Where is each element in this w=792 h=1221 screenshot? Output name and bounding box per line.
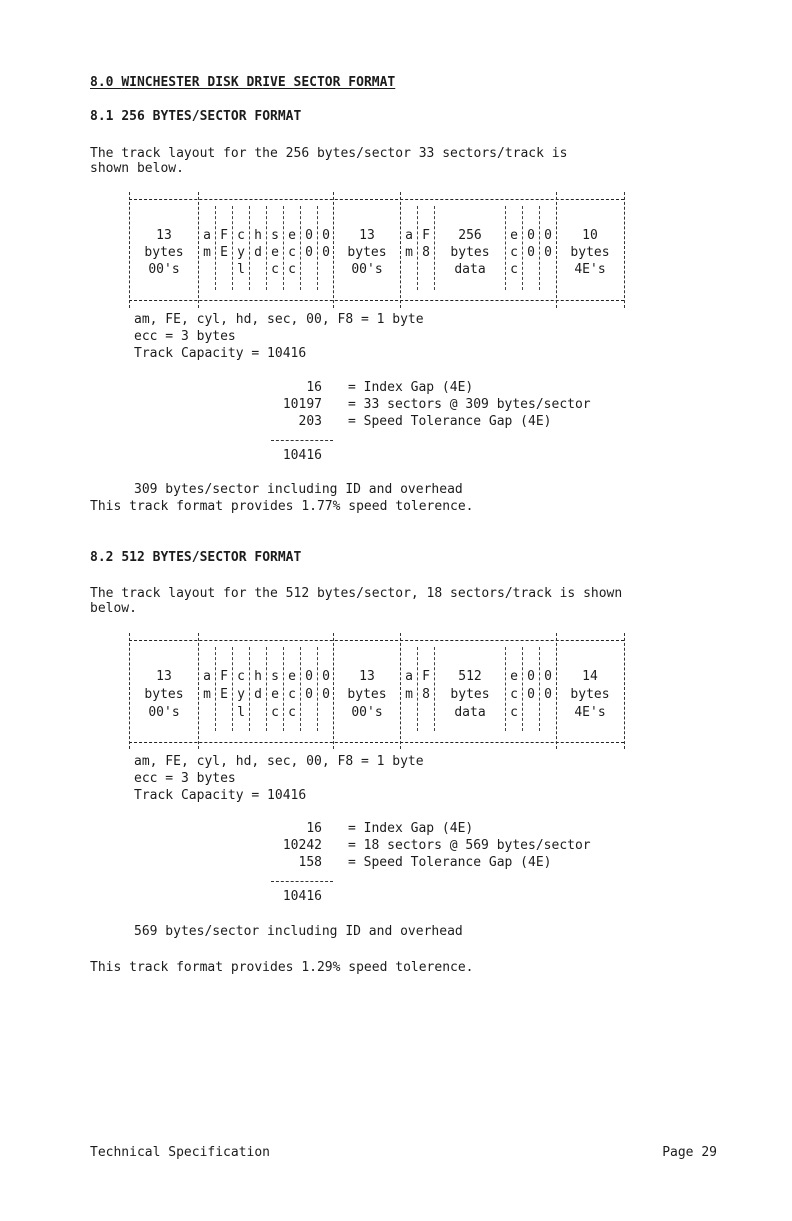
data-unit: bytes — [450, 687, 490, 702]
capacity-desc: = Speed Tolerance Gap (4E) — [348, 414, 552, 429]
intro-text: shown below. — [90, 161, 184, 176]
data-label: data — [454, 262, 486, 277]
ecc-letter: c — [510, 262, 518, 277]
id-letter: e — [288, 228, 296, 243]
mark-letter: 8 — [422, 687, 430, 702]
id-letter: c — [237, 228, 245, 243]
gap-fill: 4E's — [574, 262, 606, 277]
diagram-bottom-border — [129, 300, 624, 301]
id-letter: m — [203, 245, 211, 260]
capacity-value: 158 — [298, 855, 322, 870]
id-letter: c — [237, 669, 245, 684]
footer-title: Technical Specification — [90, 1145, 271, 1160]
subsection-title: 512 BYTES/SECTOR FORMAT — [121, 550, 302, 565]
ecc-letter: 0 — [544, 245, 552, 260]
subsection-number: 8.1 — [90, 109, 114, 124]
ecc-letter: 0 — [544, 687, 552, 702]
ecc-letter: c — [510, 687, 518, 702]
data-unit: bytes — [450, 245, 490, 260]
note-line: ecc = 3 bytes — [134, 329, 236, 344]
mark-letter: a — [405, 669, 413, 684]
gap-count: 13 — [156, 228, 172, 243]
id-letter: c — [288, 687, 296, 702]
id-letter: c — [271, 262, 279, 277]
data-count: 512 — [458, 669, 482, 684]
ecc-letter: 0 — [544, 228, 552, 243]
section-title: WINCHESTER DISK DRIVE SECTOR FORMAT — [121, 75, 396, 90]
gap-unit: bytes — [347, 245, 387, 260]
id-letter: 0 — [305, 228, 313, 243]
diagram-bottom-border — [129, 742, 624, 743]
mark-letter: F — [422, 669, 430, 684]
summary-line: This track format provides 1.29% speed tolerence. — [90, 960, 474, 975]
id-letter: E — [220, 245, 228, 260]
id-letter: 0 — [305, 669, 313, 684]
mark-letter: m — [405, 245, 413, 260]
capacity-desc: = Index Gap (4E) — [348, 380, 474, 395]
sum-rule — [271, 440, 333, 441]
id-letter: a — [203, 228, 211, 243]
id-letter: l — [237, 262, 245, 277]
diagram-divider — [624, 633, 625, 749]
id-letter: e — [271, 687, 279, 702]
id-letter: s — [271, 669, 279, 684]
mark-letter: 8 — [422, 245, 430, 260]
mark-letter: a — [405, 228, 413, 243]
id-letter: h — [254, 669, 262, 684]
gap-unit: bytes — [144, 245, 184, 260]
summary-line: 569 bytes/sector including ID and overhead — [134, 924, 463, 939]
gap-count: 13 — [359, 669, 375, 684]
ecc-letter: e — [510, 669, 518, 684]
capacity-total: 10416 — [282, 448, 322, 463]
id-letter: c — [288, 705, 296, 720]
id-letter: 0 — [322, 245, 330, 260]
gap-fill: 00's — [351, 705, 383, 720]
gap-unit: bytes — [347, 687, 387, 702]
id-letter: m — [203, 687, 211, 702]
subsection-number: 8.2 — [90, 550, 114, 565]
id-letter: e — [271, 245, 279, 260]
subsection-title: 256 BYTES/SECTOR FORMAT — [121, 109, 302, 124]
id-letter: 0 — [305, 687, 313, 702]
id-letter: y — [237, 245, 245, 260]
ecc-letter: 0 — [544, 669, 552, 684]
id-letter: c — [271, 705, 279, 720]
summary-line: This track format provides 1.77% speed tolerence. — [90, 499, 474, 514]
ecc-letter: c — [510, 245, 518, 260]
ecc-letter: e — [510, 228, 518, 243]
intro-text: The track layout for the 512 bytes/sector, 18 sectors/track is shown — [90, 586, 623, 601]
section-heading — [90, 75, 395, 91]
gap-unit: bytes — [144, 687, 184, 702]
id-letter: c — [288, 245, 296, 260]
id-letter: y — [237, 687, 245, 702]
note-line: am, FE, cyl, hd, sec, 00, F8 = 1 byte — [134, 754, 424, 769]
id-letter: E — [220, 687, 228, 702]
ecc-letter: 0 — [527, 687, 535, 702]
diagram-divider — [624, 192, 625, 308]
note-line: am, FE, cyl, hd, sec, 00, F8 = 1 byte — [134, 312, 424, 327]
subsection-heading-8-2 — [90, 550, 301, 566]
intro-text: below. — [90, 601, 137, 616]
sum-rule — [271, 881, 333, 882]
id-letter: F — [220, 669, 228, 684]
capacity-value: 203 — [298, 414, 322, 429]
ecc-letter: 0 — [527, 228, 535, 243]
id-letter: d — [254, 687, 262, 702]
data-label: data — [454, 705, 486, 720]
capacity-value: 16 — [306, 380, 322, 395]
gap-count: 13 — [156, 669, 172, 684]
diagram-top-border — [129, 199, 624, 200]
capacity-desc: = 18 sectors @ 569 bytes/sector — [348, 838, 591, 853]
capacity-desc: = Speed Tolerance Gap (4E) — [348, 855, 552, 870]
data-count: 256 — [458, 228, 482, 243]
ecc-letter: 0 — [527, 669, 535, 684]
note-line: Track Capacity = 10416 — [134, 346, 307, 361]
gap-fill: 4E's — [574, 705, 606, 720]
gap-count: 13 — [359, 228, 375, 243]
gap-unit: bytes — [570, 687, 610, 702]
note-line: Track Capacity = 10416 — [134, 788, 307, 803]
id-letter: a — [203, 669, 211, 684]
gap-count: 10 — [582, 228, 598, 243]
capacity-value: 10242 — [282, 838, 322, 853]
mark-letter: F — [422, 228, 430, 243]
page-number: Page 29 — [662, 1145, 717, 1160]
capacity-value: 16 — [306, 821, 322, 836]
id-letter: d — [254, 245, 262, 260]
section-number: 8.0 — [90, 75, 114, 90]
id-letter: s — [271, 228, 279, 243]
id-letter: c — [288, 262, 296, 277]
diagram-top-border — [129, 640, 624, 641]
id-letter: l — [237, 705, 245, 720]
gap-count: 14 — [582, 669, 598, 684]
gap-fill: 00's — [351, 262, 383, 277]
id-letter: 0 — [305, 245, 313, 260]
mark-letter: m — [405, 687, 413, 702]
id-letter: 0 — [322, 687, 330, 702]
note-line: ecc = 3 bytes — [134, 771, 236, 786]
intro-text: The track layout for the 256 bytes/sector 33 sectors/track is — [90, 146, 568, 161]
subsection-heading-8-1 — [90, 109, 301, 125]
id-letter: F — [220, 228, 228, 243]
id-letter: 0 — [322, 669, 330, 684]
id-letter: 0 — [322, 228, 330, 243]
gap-unit: bytes — [570, 245, 610, 260]
gap-fill: 00's — [148, 705, 180, 720]
capacity-desc: = Index Gap (4E) — [348, 821, 474, 836]
capacity-value: 10197 — [282, 397, 322, 412]
id-letter: h — [254, 228, 262, 243]
ecc-letter: 0 — [527, 245, 535, 260]
summary-line: 309 bytes/sector including ID and overhead — [134, 482, 463, 497]
capacity-total: 10416 — [282, 889, 322, 904]
gap-fill: 00's — [148, 262, 180, 277]
id-letter: e — [288, 669, 296, 684]
capacity-desc: = 33 sectors @ 309 bytes/sector — [348, 397, 591, 412]
ecc-letter: c — [510, 705, 518, 720]
